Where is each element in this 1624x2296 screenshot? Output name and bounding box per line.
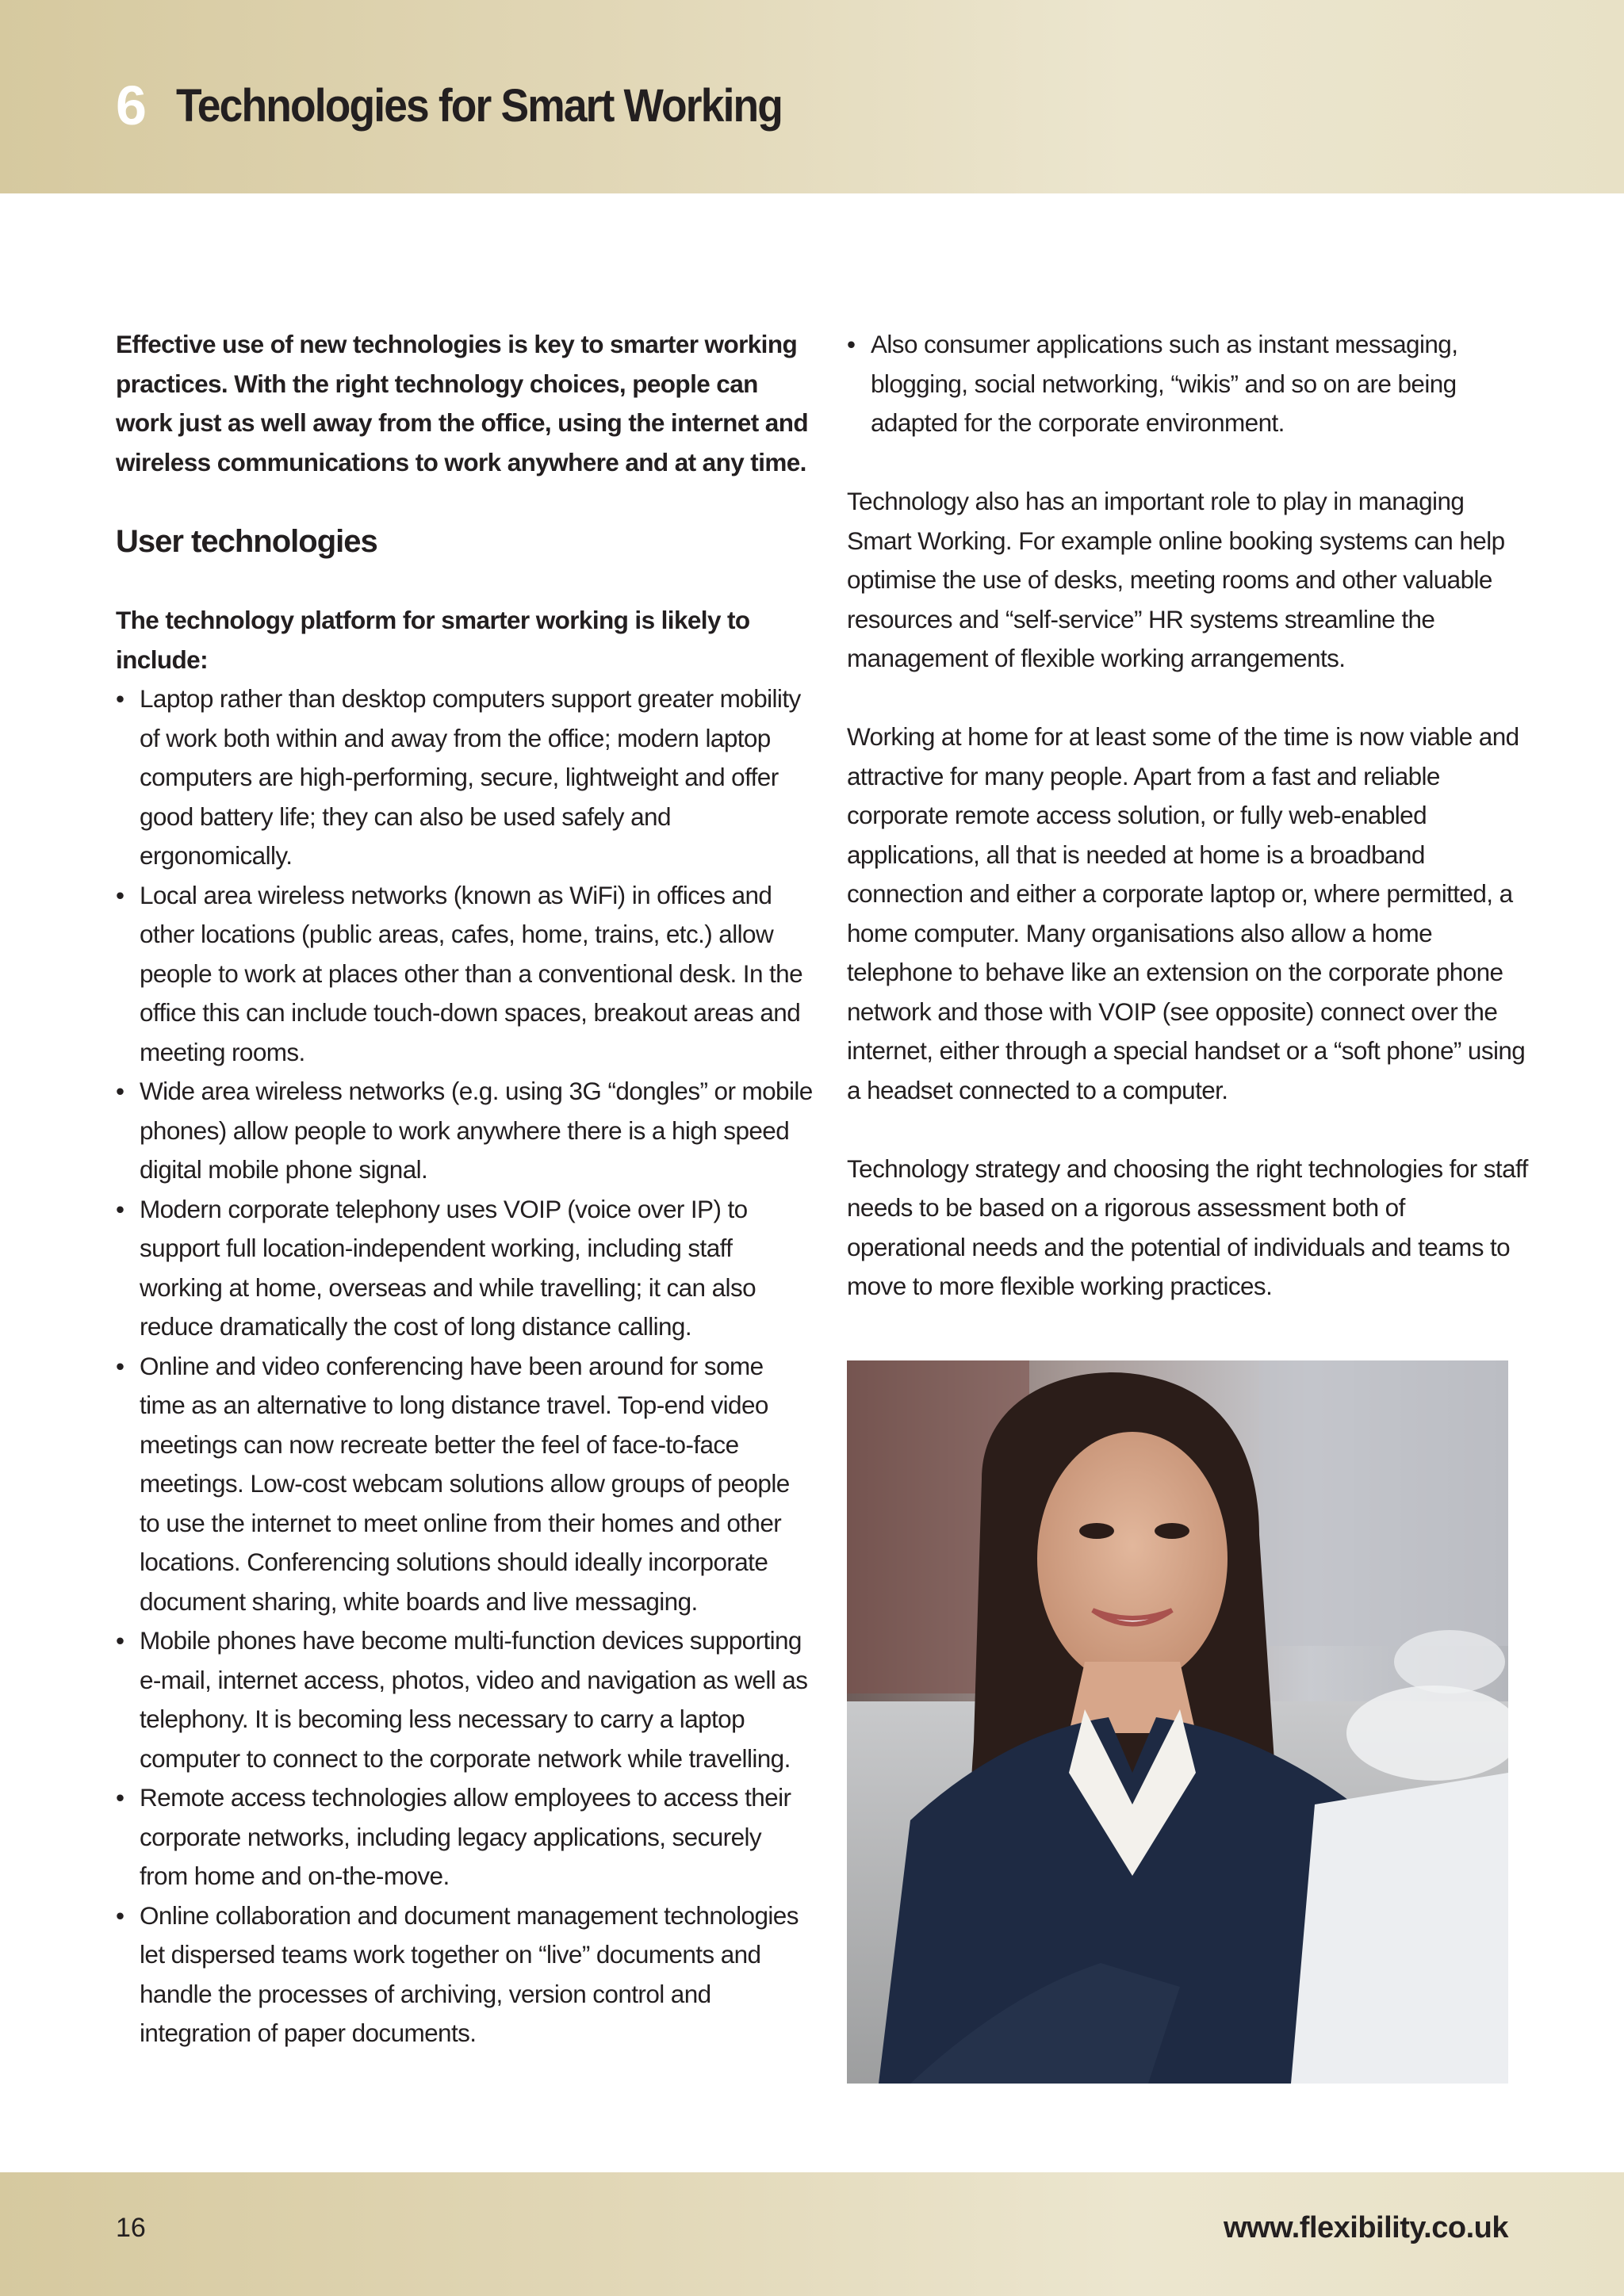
list-item: [116, 679, 814, 876]
body-paragraph: Technology also has an important role to play in managing Smart Working. For example online booking systems can help optimise the use of desks, meeting rooms and other valuable resources and “self-service” HR systems streamline the management of flexible working arrangements.: [847, 487, 1505, 672]
list-item-text: Mobile phones have become multi-function devices supporting e-mail, internet access, photos, video and navigation as well as telephony. It is becoming less necessary to carry a laptop computer to connect to the corporate network while travelling.: [140, 1626, 808, 1773]
bullet-icon: •: [116, 1783, 124, 1812]
bullet-icon: •: [847, 330, 856, 358]
page-number: 16: [116, 2213, 146, 2243]
section-heading: User technologies: [116, 524, 377, 559]
right-column: [847, 325, 1529, 1307]
list-item: [116, 1778, 814, 1896]
list-item: [116, 1072, 814, 1190]
list-item: [116, 1621, 814, 1778]
chapter-number: 6: [116, 75, 146, 136]
eye-shape: [1079, 1523, 1114, 1539]
bullet-icon: •: [116, 1194, 124, 1223]
chapter-title: Technologies for Smart Working: [175, 79, 783, 132]
list-item: [116, 876, 814, 1073]
list-item-text: Remote access technologies allow employees to access their corporate networks, including legacy applications, securely from home and on-the-move.: [140, 1783, 791, 1890]
technology-bullet-list: [116, 679, 814, 2053]
list-item-text: Wide area wireless networks (e.g. using 3G “dongles” or mobile phones) allow people to work anywhere there is a high speed digital mobile phone signal.: [140, 1077, 813, 1184]
laptop-shape: [1291, 1773, 1508, 2084]
list-item-text: Online collaboration and document management technologies let dispersed teams work together on “live” documents and handle the processes of archiving, version control and integration of paper documents.: [140, 1900, 799, 2047]
lead-in-text: The technology platform for smarter working is likely to include:: [116, 606, 750, 674]
consumer-apps-bullet-list: [847, 325, 1529, 443]
list-item: [116, 1190, 814, 1347]
list-item-text: Local area wireless networks (known as WiFi) in offices and other locations (public areas, cafes, home, trains, etc.) allow people to work at places other than a conventional desk. In the office this can include touch-down spaces, breakout areas and meeting rooms.: [140, 880, 803, 1066]
body-paragraph: Technology strategy and choosing the right technologies for staff needs to be based on a rigorous assessment both of operational needs and the potential of individuals and teams to move to more flexible working practices.: [847, 1154, 1528, 1300]
list-item-text: Also consumer applications such as instant messaging, blogging, social networking, “wikis” and so on are being adapted for the corporate environment.: [871, 330, 1458, 437]
photo-illustration: [847, 1360, 1508, 2084]
car-shape: [1394, 1630, 1505, 1693]
businesswoman-photo: [847, 1360, 1508, 2084]
left-column: [116, 325, 814, 2053]
bullet-icon: •: [116, 880, 124, 909]
bullet-icon: •: [116, 1351, 124, 1380]
building-shape: [1259, 1360, 1508, 1646]
bullet-icon: •: [116, 1077, 124, 1105]
face-shape: [1037, 1432, 1228, 1686]
bullet-icon: •: [116, 1626, 124, 1655]
list-item-text: Modern corporate telephony uses VOIP (voice over IP) to support full location-independent working, including staff working at home, overseas and while travelling; it can also reduce dramatically the cost of long distance calling.: [140, 1194, 756, 1341]
website-url: www.flexibility.co.uk: [1223, 2211, 1508, 2244]
list-item-text: Online and video conferencing have been around for some time as an alternative to long distance travel. Top-end video meetings can now recreate better the feel of face-to-face meetings. Low-cost webcam solutions allow groups of people to use the internet to meet online from their homes and other locations. Conferencing solutions should ideally incorporate document sharing, white boards and live messaging.: [140, 1351, 790, 1616]
list-item: [116, 1896, 814, 2053]
chapter-heading: [116, 70, 834, 141]
eye-shape: [1155, 1523, 1189, 1539]
intro-paragraph: Effective use of new technologies is key to smarter working practices. With the right technology choices, people can work just as well away from the office, using the internet and wireless communications to work anywhere and at any time.: [116, 330, 808, 476]
bullet-icon: •: [116, 684, 124, 713]
body-paragraph: Working at home for at least some of the time is now viable and attractive for many people. Apart from a fast and reliable corporate remote access solution, or fully web-enabled applications, all that is needed at home is a broadband connection and either a corporate laptop or, where permitted, a home computer. Many organisations also allow a home telephone to behave like an extension on the corporate phone network and those with VOIP (see opposite) connect over the internet, either through a special handset or a “soft phone” using a headset connected to a computer.: [847, 722, 1526, 1104]
bullet-icon: •: [116, 1900, 124, 1930]
list-item: [847, 325, 1529, 443]
list-item-text: Laptop rather than desktop computers support greater mobility of work both within and away from the office; modern laptop computers are high-performing, secure, lightweight and offer good battery life; they can also be used safely and ergonomically.: [140, 684, 801, 870]
list-item: [116, 1347, 814, 1622]
